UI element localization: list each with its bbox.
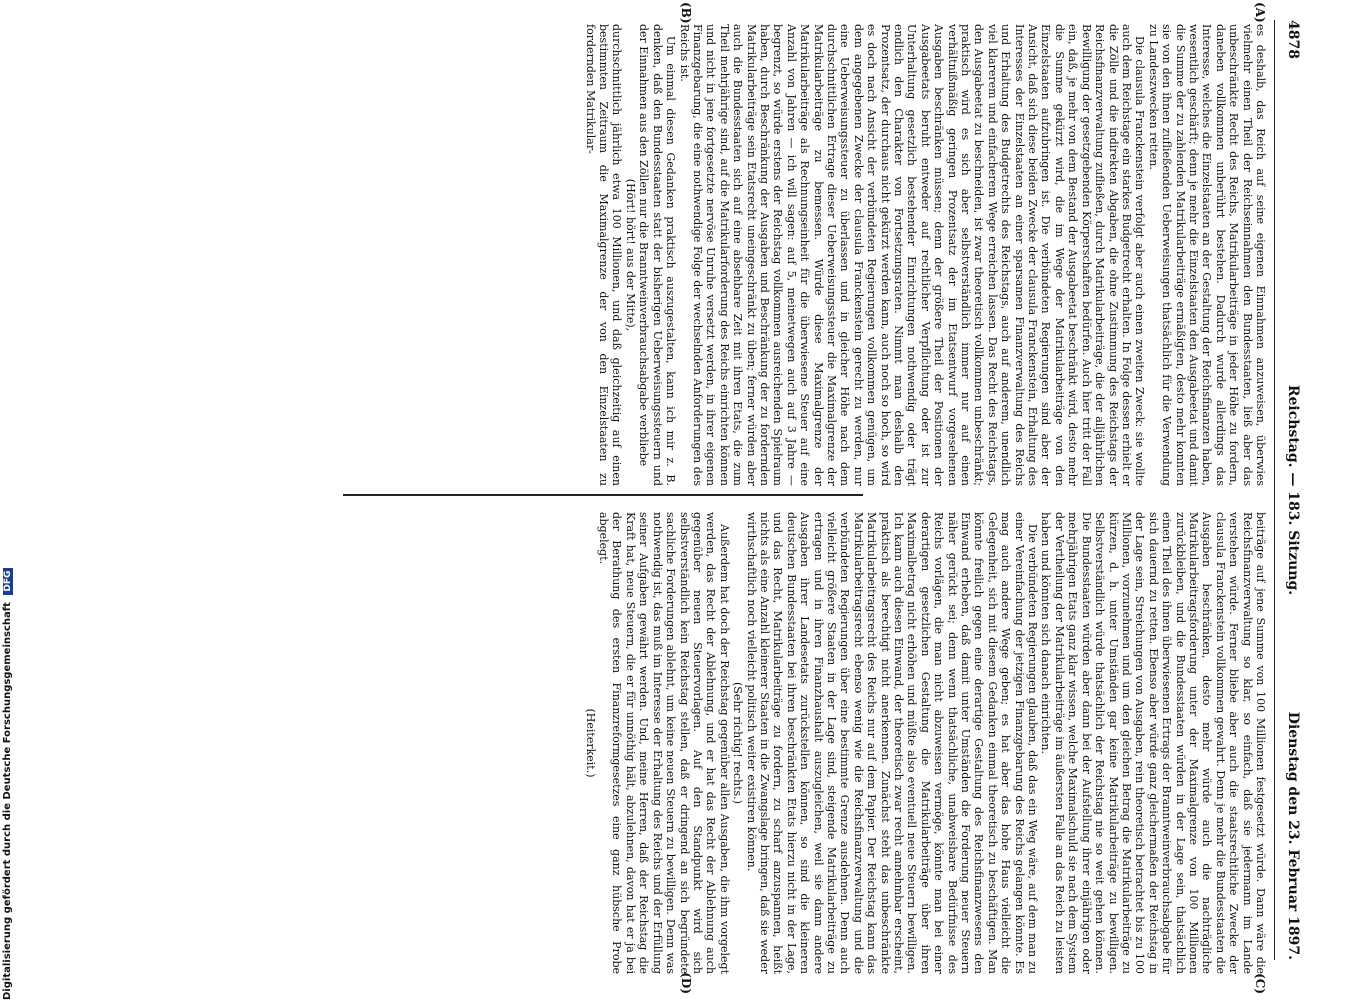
digitization-credit xyxy=(2,0,18,1000)
interjection: (Hört! hört! aus der Mitte), xyxy=(623,178,637,332)
page-header xyxy=(1277,20,1301,960)
paragraph: durchschnittlich jährlich etwa 100 Millionen, und daß gleichzeitig auf einen bestimmten Zeitraum die Maximalgrenze der von den Einzelstaaten zu fordernden Matrikular- xyxy=(583,24,624,486)
interjection: (Sehr richtig! rechts.) xyxy=(731,682,745,804)
paragraph: Die clausula Franckenstein verfolgt aber auch einen zweiten Zweck: sie wollte auch dem Reichstage ein starkes Budgetrecht erhalten. In Folge dessen erhielt er die Zölle und die indirekten Abgaben, die ohne Zustimmung des Reichstags der Reichsfinanzverwaltung zufließen, durch Matrikularbeiträge, die der alljährlichen Bewilligung der gesetzgebenden Körperschaften bedürfen. Auch hier tritt der Fall ein, daß, je mehr von dem Bestand der Ausgabeetat beschränkt wird, desto mehr die Summe gekürzt wird, die im Wege der Matrikularbeiträge von den Einzelstaaten aufzubringen ist. Die verbündeten Regierungen sind aber der Ansicht, daß sich diese beiden Zwecke der clausula Franckenstein, Erhaltung des Interesses der Einzelstaaten an einer sparsamen Finanzverwaltung des Reichs und Erhaltung des Budgetrechts des Reichstags, auch auf anderem, unendlich viel klarerem und einfacherem Wege erreichen lassen. Das Recht des Reichstags, den Ausgabeetat zu beschneiden, ist zwar theoretisch vollkommen unbeschränkt; praktisch wird es sich aber selbstverständlich immer nur auf einen verhältnißmäßig geringen Prozentsatz der im Etatsentwurf vorgesehenen Ausgaben beschränken müssen; denn der größere Theil der Positionen der Ausgabeetats beruht entweder auf rechtlicher Verpflichtung oder ist zur Unterhaltung gesetzlich bestehender Einrichtungen nothwendig oder trägt endlich den Charakter von Fortsetzungsraten. Nimmt man deshalb den Prozentsatz, der durchaus nicht gekürzt werden kann, auch noch so hoch, so wird es doch nach Ansicht der verbündeten Regierungen vollkommen genügen, um dem angegebenen Zwecke der clausula Franckenstein gerecht zu werden, nur eine Ueberweisungssteuer zu überlassen und in gleicher Höhe nach dem durchschnittlichen Ertrage dieser Ueberweisungssteuer die Maximalgrenze der Matrikularbeiträge zu bemessen. Würde diese Maximalgrenze der Matrikularbeiträge als Rechnungseinheit für die überwiesene Steuer auf eine Anzahl von Jahren — ich will sagen: auf 5, meinetwegen auch auf 3 Jahre — begrenzt, so würde erstens der Reichstag vollkommen ausreichenden Spielraum haben, durch Beschränkung der Ausgaben und Beschränkung der zu fordernden Matrikularbeiträge sein Etatsrecht uneingeschränkt zu üben; ferner würden aber auch die Bundesstaaten sich auf eine absehbare Zeit mit ihren Etats, die zum Theil mehrjährige sind, auf die Matrikularforderung des Reichs einrichten können und nicht in jene fortgesetzte nervöse Unruhe versetzt werden, in ihrer eigenen Finanzgebarung, die eine nothwendige Folge der wechselnden Anforderungen des Reichs ist. xyxy=(677,24,1147,486)
interjection: (Heiterkeit.) xyxy=(583,708,597,778)
dfg-logo: DFG xyxy=(3,568,13,595)
header-rule xyxy=(1274,20,1275,960)
session-date: Dienstag den 23. Februar 1897. xyxy=(1285,711,1301,960)
paragraph: beiträge auf jene Summe von 100 Millionen festgesetzt würde. Dann wäre die Reichsfinanzverwaltung so klar, so einfach, daß sie jedermann im Lande verstehen würde. Ferner bliebe aber auch die staatsrechtliche Zwecke der clausula Franckenstein vollkommen gewahrt. Denn je mehr die Bundesstaaten die Ausgaben beschränken, desto mehr würde auch die nachträgliche Matrikularbeitragsforderung unter der Maximalgrenze von 100 Millionen zurückbleiben, und die Bundesstaaten würden in der Lage sein, thatsächlich einen Theil des ihnen überwiesenen Ertrags der Branntweinverbrauchsabgabe für sich dauernd zu retten. Ebenso aber würde ganz gleichermaßen der Reichstag in der Lage sein, Streichungen von Ausgaben, rein theoretisch betrachtet bis zu 100 Millionen, vorzunehmen und um den gleichen Betrag die Matrikularbeiträge zu kürzen, d. h. unter Umständen gar keine Matrikularbeiträge zu bewilligen. Selbstverständlich würde thatsächlich der Reichstag nie so weit gehen können. Die Bundesstaaten würden aber dann bei der Aufstellung ihrer einjährigen oder mehrjährigen Etats ganz klar wissen, welche Maximalschuld sie nach dem System der Vertheilung der Matrikularbeiträge im äußersten Falle an das Reich zu leisten haben und könnten sich danach einrichten. xyxy=(1039,512,1267,974)
paragraph: es deshalb, das Reich auf seine eigenen Einnahmen anzuweisen, überwies vielmehr einen Theil der Reichseinnahmen den Bundesstaaten, ließ aber das unbeschränkte Recht des Reichs, Matrikularbeiträge in jeder Höhe zu fordern, daneben vollkommen unberührt bestehen. Dadurch wurde allerdings das Interesse, welches die Einzelstaaten an der Gestaltung der Reichsfinanzen haben, wesentlich geschärft; denn je mehr die Einzelstaaten den Ausgabeetat und damit die Summe der zu zahlenden Matrikularbeiträge ermäßigten, desto mehr konnten sie von den ihnen zufließenden Ueberweisungen thatsächlich für die Verwendung zu Landeszwecken retten. xyxy=(1146,24,1267,486)
margin-marker-b: (B) xyxy=(679,2,693,24)
session-title: Reichstag. — 183. Sitzung. xyxy=(1285,384,1301,596)
left-column xyxy=(583,24,1267,486)
page-number: 4878 xyxy=(1285,20,1301,59)
credit-text: Digitalisierung gefördert durch die Deutsche Forschungsgemeinschaft xyxy=(2,602,13,1000)
column-divider xyxy=(343,494,863,496)
paragraph: Außerdem hat doch der Reichstag gegenüber allen Ausgaben, die ihm vorgelegt werden, das Recht der Ablehnung, und er hat das Recht der Ablehnung auch gegenüber neuen Steuervorlagen. Auf den Standpunkt wird sich selbstverständlich kein Reichstag stellen, daß er dringend an sich begründete sachliche Forderungen ablehnt, um keine neuen Steuern zu bewilligen. Denn was nothwendig ist, das muß im Interesse der Erhaltung des Reichs und der Erfüllung seiner Aufgaben gewährt werden. Und, meine Herren, daß der Reichstag die Kraft hat, neue Steuern, die er für unnöthig hält, abzulehnen, davon hat er ja bei der Berathung des ersten Finanzreformgesetzes eine ganz hübsche Probe abgelegt. xyxy=(597,512,731,974)
margin-marker-c: (C) xyxy=(1253,973,1267,994)
paragraph: Um einmal diesen Gedanken praktisch auszugestalten, kann ich mir z. B. denken, daß den Bundesstaaten statt der bisherigen Ueberweisungssteuern und der Einnahmen aus den Zöllen nur die Branntweinverbrauchsabgabe verbliebe xyxy=(637,24,678,486)
margin-marker-d: (D) xyxy=(679,972,693,994)
right-column xyxy=(583,512,1267,974)
paragraph: Die verbündeten Regierungen glauben, daß das ein Weg wäre, auf dem man zu einer Vereinfachung der jetzigen Finanzgebarung des Reichs gelangen könnte. Es mag auch andere Wege geben; es hat aber das hohe Haus vielleicht die Gelegenheit, sich mit diesem Gedanken einmal theoretisch zu beschäftigen. Man könnte freilich gegen eine derartige Gestaltung des Reichsfinanzwesens den Einwand erheben, daß damit unter Umständen die Forderung neuer Steuern näher gerückt sei; denn wenn thatsächliche, unabweisbare Bedürfnisse des Reichs vorlägen, die man nicht abzuweisen vermöge, könnte man bei einer derartigen gesetzlichen Gestaltung die Matrikularbeiträge über ihren Maximalbetrag nicht erhöhen und müßte also eventuell neue Steuern bewilligen. Ich kann auch diesen Einwand, der theoretisch zwar recht annehmbar erscheint, praktisch als berechtigt nicht anerkennen. Zunächst steht das unbeschränkte Matrikularbeitragsrecht des Reichs nur auf dem Papier. Der Reichstag kann das Matrikularbeitragsrecht ebenso wenig wie die Reichsfinanzverwaltung und die verbündeten Regierungen über eine bestimmte Grenze ausdehnen. Denn auch vielleicht größere Staaten in der Lage sind, steigende Matrikularbeiträge zu ertragen und in ihren Finanzhaushalt auszugleichen, weil sie dann andere Ausgaben ihrer Landesetats zurückstellen können, so sind die kleineren deutschen Bundesstaaten bei ihren beschränkten Etats hierzu nicht in der Lage, und das Recht, Matrikularbeiträge zu fordern, zu scharf anzuspannen, heißt nichts als eine Anzahl kleinerer Staaten in die Zwangslage bringen, daß sie weder wirthschaftlich noch vielleicht politisch weiter existiren können. xyxy=(744,512,1040,974)
margin-marker-a: (A) xyxy=(1253,2,1267,23)
